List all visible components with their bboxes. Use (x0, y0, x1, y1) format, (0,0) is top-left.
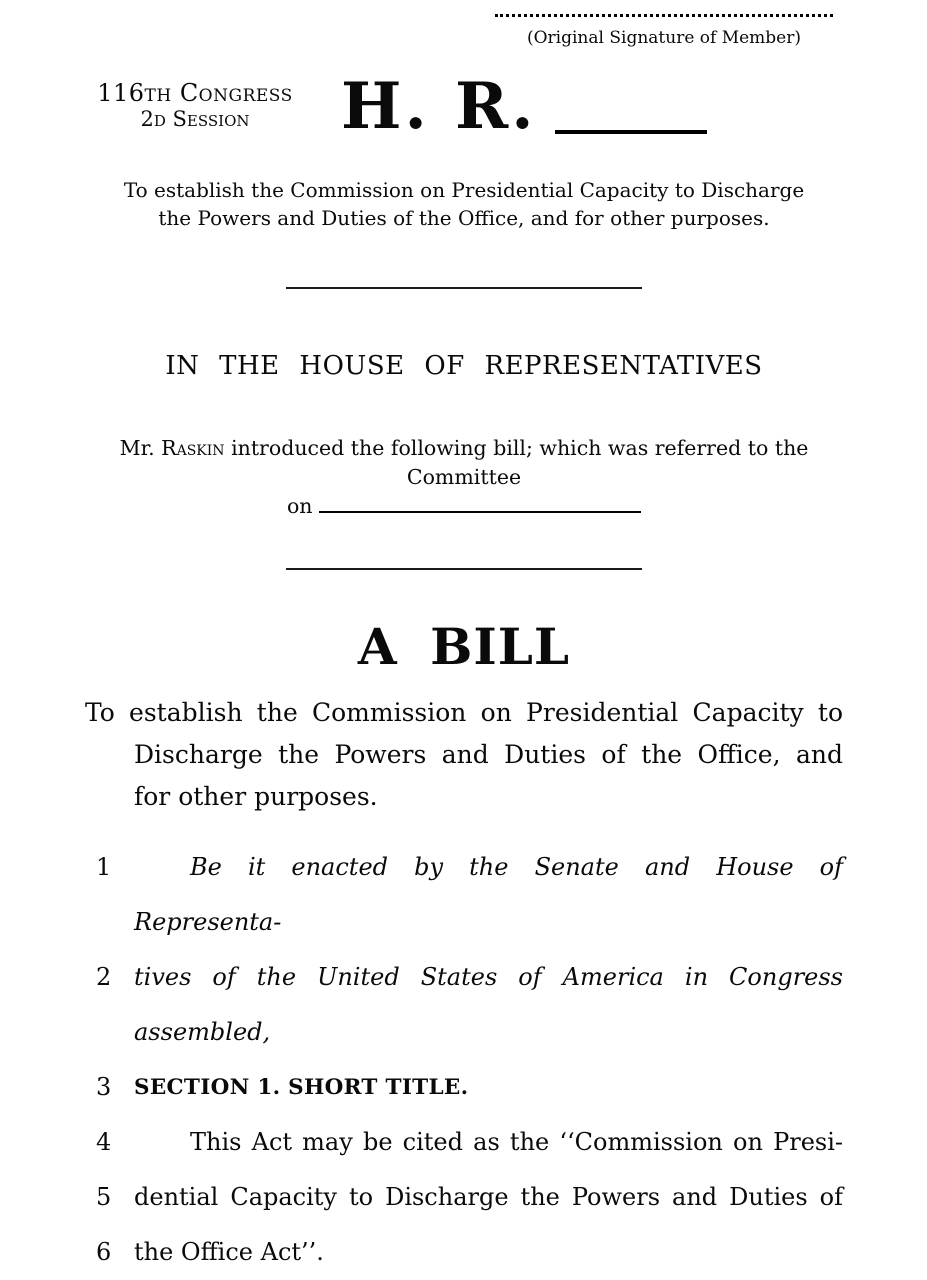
chamber-heading: IN THE HOUSE OF REPRESENTATIVES (165, 351, 763, 381)
bill-type-heading: H. R. (341, 69, 537, 144)
long-title-line-1: To establish the Commission on Presidential Capacity to (85, 698, 843, 727)
bill-body (85, 840, 843, 1280)
sponsor-prefix: Mr. (119, 436, 162, 460)
long-title-line-2: Discharge the Powers and Duties of the Office, and (134, 740, 843, 769)
body-line-4 (85, 1115, 843, 1170)
line-number: 1 (96, 853, 112, 881)
signature-dotted-line (495, 14, 833, 17)
line-number: 3 (96, 1073, 112, 1101)
introduction-line-1 (85, 434, 843, 492)
body-line-6 (85, 1225, 843, 1280)
body-line-1 (85, 840, 843, 950)
line-number: 4 (96, 1128, 112, 1156)
congress-label: 116th Congress (97, 79, 293, 107)
line-number: 2 (96, 963, 112, 991)
bill-heading: A BILL (357, 617, 571, 676)
signature-block (495, 14, 833, 48)
body-line-2 (85, 950, 843, 1060)
line-text-enacting-clause: Be it enacted by the Senate and House of Representa- (134, 853, 843, 936)
line-number: 5 (96, 1183, 112, 1211)
congress-session-block (85, 72, 305, 131)
long-title-line-3: for other purposes. (134, 782, 378, 811)
introduction-line-2 (85, 492, 843, 521)
committee-prefix: on (286, 494, 320, 518)
session-label: 2d Session (140, 107, 250, 131)
introduction-statement (85, 434, 843, 521)
line-text: This Act may be cited as the ‘‘Commission on Presi- (190, 1128, 843, 1156)
committee-blank (319, 511, 641, 513)
official-title-summary: To establish the Commission on Presidential Capacity to Discharge the Powers and Duties of the Office, and for other purposes. (123, 178, 805, 230)
line-text-enacting-clause: tives of the United States of America in Congress assembled, (134, 963, 843, 1046)
line-text-section-heading: SECTION 1. SHORT TITLE. (134, 1075, 469, 1100)
bill-document-page (0, 14, 927, 1266)
line-text: dential Capacity to Discharge the Powers and Duties of (134, 1183, 843, 1211)
signature-caption: (Original Signature of Member) (526, 28, 802, 48)
horizontal-rule-top (286, 287, 642, 289)
bill-number-blank (555, 130, 707, 134)
line-text: the Office Act’’. (134, 1238, 324, 1266)
bill-header (85, 69, 843, 144)
sponsor-name: Raskin (161, 436, 225, 460)
line-number: 6 (96, 1238, 112, 1266)
introduction-text: introduced the following bill; which was referred to the Committee (224, 436, 809, 489)
long-title (85, 692, 843, 818)
body-line-5 (85, 1170, 843, 1225)
horizontal-rule-middle (286, 568, 642, 570)
body-line-3 (85, 1060, 843, 1115)
bill-number-block (341, 69, 707, 144)
